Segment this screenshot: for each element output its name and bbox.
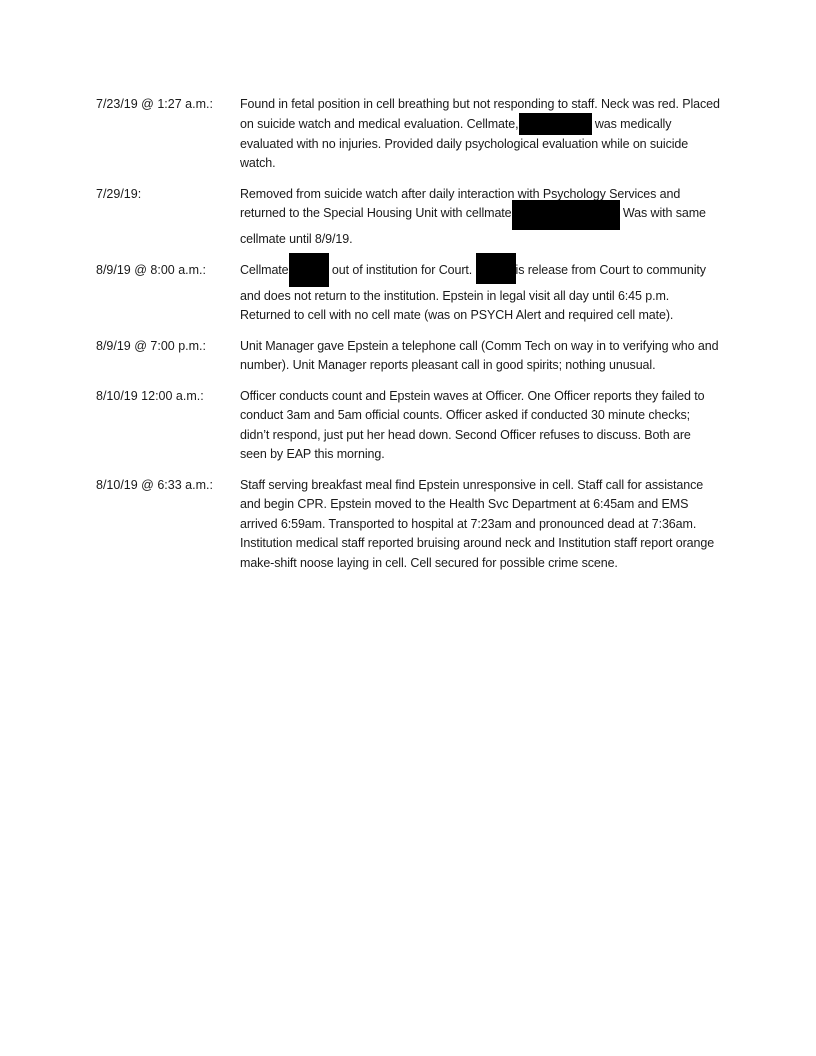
entry-text: Was with same cellmate until 8/9/19. — [240, 206, 706, 246]
entry-text: Removed from suicide watch after daily interaction with Psychology Services and returned to the Special Housing Unit with cellmate — [240, 186, 681, 220]
timeline-entry — [96, 185, 720, 250]
entry-date: 8/10/19 @ 6:33 a.m.: — [96, 477, 213, 492]
entry-text: Unit Manager gave Epstein a telephone call (Comm Tech on way in to verifying who and number). Unit Manager reports pleasant call in good spirits; nothing unusual. — [240, 338, 719, 372]
timeline-entry — [96, 387, 720, 465]
entry-description — [240, 476, 720, 574]
entry-text: Staff serving breakfast meal find Epstein unresponsive in cell. Staff call for assistance and begin CPR. Epstein moved to the Health Svc Department at 6:45am and EMS arrived 6:59am. Transported to hospital at 7:23am and pronounced dead at 7:36am. Institution medical staff reported bruising around neck and Institution staff report orange make-shift noose laying in cell. Cell secured for possible crime scene. — [240, 477, 715, 570]
entry-description — [240, 95, 720, 174]
redaction-box — [512, 200, 620, 230]
entry-date: 8/10/19 12:00 a.m.: — [96, 388, 204, 403]
entry-text: Officer conducts count and Epstein waves at Officer. One Officer reports they failed to conduct 3am and 5am official counts. Officer asked if conducted 30 minute checks; didn’t respond, just put her head down. Second Officer refuses to discuss. Both are seen by EAP this morning. — [240, 388, 705, 461]
timeline-entry — [96, 476, 720, 574]
timeline-entry — [96, 337, 720, 376]
entry-date: 7/29/19: — [96, 186, 142, 201]
entry-description — [240, 337, 720, 376]
entry-date: 7/23/19 @ 1:27 a.m.: — [96, 97, 213, 111]
entry-date: 8/9/19 @ 7:00 p.m.: — [96, 338, 206, 353]
entry-text: was medically evaluated with no injuries. Provided daily psychological evaluation while on suicide watch. — [240, 116, 689, 170]
timeline-entry — [96, 261, 720, 326]
timeline — [96, 95, 720, 584]
timeline-entry — [96, 95, 720, 174]
entry-description — [240, 387, 720, 465]
redaction-box — [519, 113, 592, 135]
redaction-box — [476, 253, 516, 284]
entry-text: Cellmate — [240, 262, 289, 277]
entry-description — [240, 261, 720, 326]
entry-text: is release from Court to community and does not return to the institution. Epstein in legal visit all day until 6:45 p.m. Returned to cell with no cell mate (was on PSYCH Alert and required cell mate). — [240, 262, 706, 322]
entry-date: 8/9/19 @ 8:00 a.m.: — [96, 262, 206, 277]
entry-text: Found in fetal position in cell breathing but not responding to staff. Neck was red. Placed on suicide watch and medical evaluation. Cellmate, — [240, 97, 720, 131]
redaction-box — [289, 253, 329, 287]
entry-description — [240, 185, 720, 250]
entry-text: out of institution for Court. — [331, 262, 473, 277]
